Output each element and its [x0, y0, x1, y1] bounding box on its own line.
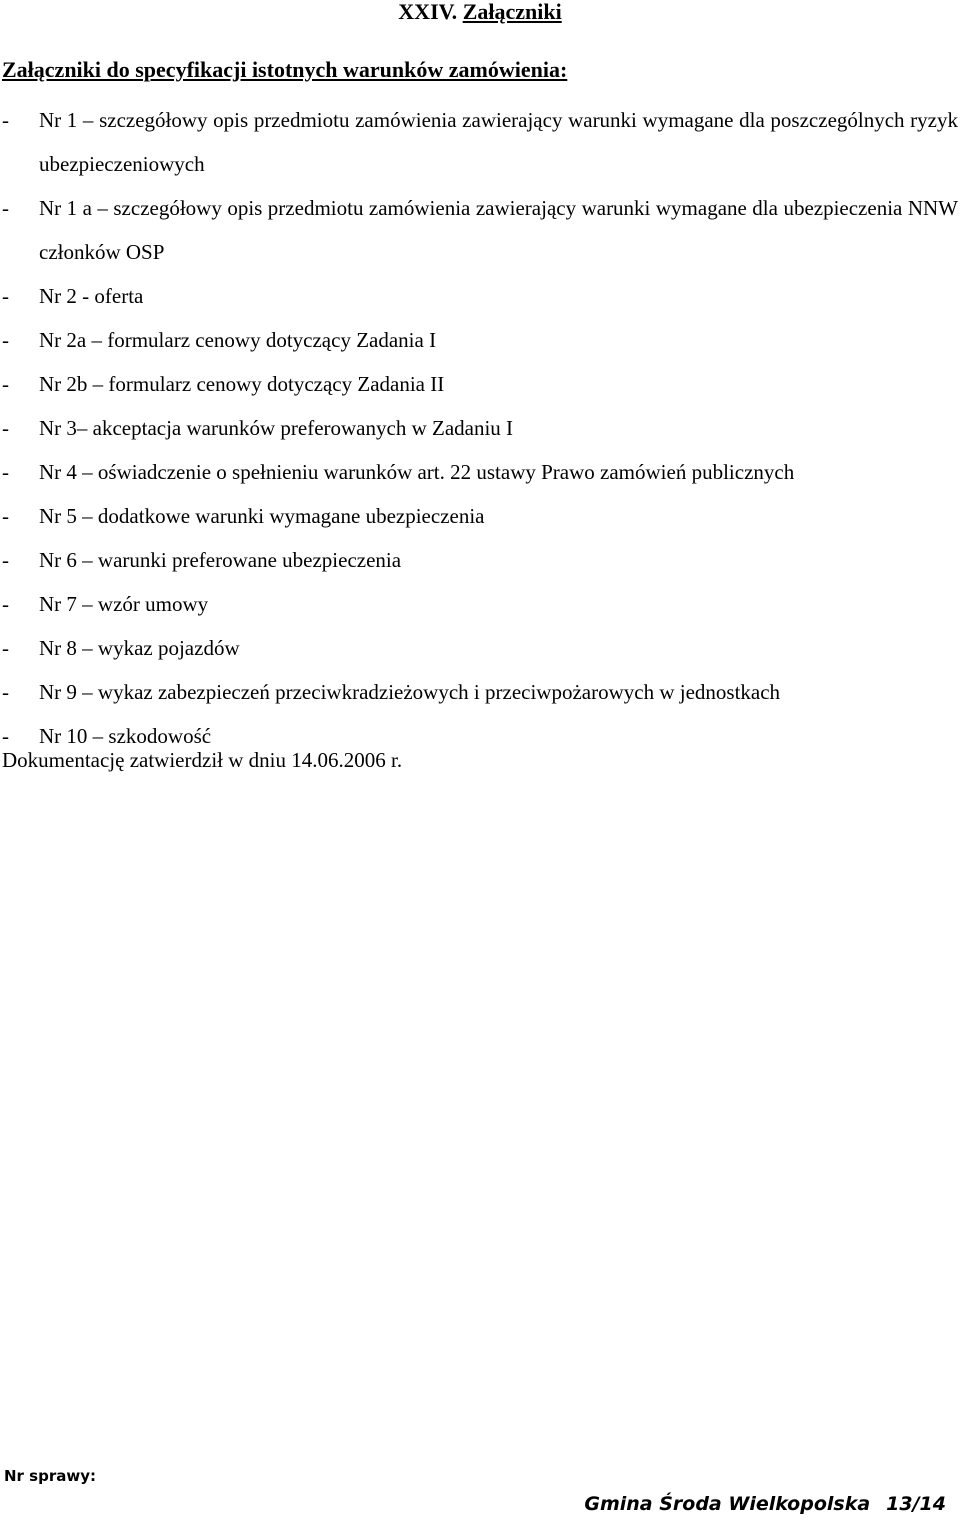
list-marker: -	[2, 548, 9, 572]
list-item	[0, 582, 958, 626]
list-item-text: Nr 1 – szczegółowy opis przedmiotu zamówienia zawierający warunki wymagane dla poszczególnych ryzyk ubezpieczeniowych	[39, 108, 958, 176]
list-item-text: Nr 4 – oświadczenie o spełnieniu warunków art. 22 ustawy Prawo zamówień publicznych	[39, 460, 795, 484]
approval-statement: Dokumentację zatwierdził w dniu 14.06.2006 r.	[2, 748, 403, 772]
list-item-text: Nr 8 – wykaz pojazdów	[39, 636, 240, 660]
list-item-text: Nr 3– akceptacja warunków preferowanych w Zadaniu I	[39, 416, 514, 440]
list-marker: -	[2, 636, 9, 660]
list-marker: -	[2, 592, 9, 616]
list-marker: -	[2, 460, 9, 484]
list-marker: -	[2, 680, 9, 704]
list-item	[0, 318, 958, 362]
list-marker: -	[2, 328, 9, 352]
section-heading	[0, 0, 960, 26]
list-marker: -	[2, 372, 9, 396]
list-item-text: Nr 2a – formularz cenowy dotyczący Zadania I	[39, 328, 437, 352]
list-item	[0, 98, 958, 186]
list-item	[0, 406, 958, 450]
list-marker: -	[2, 284, 9, 308]
list-item-text: Nr 6 – warunki preferowane ubezpieczenia	[39, 548, 402, 572]
list-item	[0, 186, 958, 274]
section-number: XXIV.	[398, 0, 458, 24]
attachments-subheading: Załączniki do specyfikacji istotnych warunków zamówienia:	[2, 57, 568, 82]
list-item	[0, 538, 958, 582]
list-item-text: Nr 1 a – szczegółowy opis przedmiotu zamówienia zawierający warunki wymagane dla ubezpieczenia NNW członków OSP	[39, 196, 958, 264]
list-marker: -	[2, 504, 9, 528]
footer-municipality: Gmina Środa Wielkopolska	[584, 1493, 871, 1515]
footer-right	[584, 1491, 946, 1517]
list-item	[0, 626, 958, 670]
list-item	[0, 670, 958, 714]
list-item-text: Nr 2 - oferta	[39, 284, 144, 308]
page-number: 13/14	[886, 1493, 946, 1515]
list-marker: -	[2, 196, 9, 220]
list-marker: -	[2, 724, 9, 748]
list-item-text: Nr 9 – wykaz zabezpieczeń przeciwkradzieżowych i przeciwpożarowych w jednostkach	[39, 680, 781, 704]
list-marker: -	[2, 108, 9, 132]
list-item	[0, 274, 958, 318]
list-marker: -	[2, 416, 9, 440]
list-item-text: Nr 5 – dodatkowe warunki wymagane ubezpieczenia	[39, 504, 485, 528]
list-item	[0, 494, 958, 538]
section-title: Załączniki	[462, 0, 562, 24]
list-item-text: Nr 7 – wzór umowy	[39, 592, 209, 616]
list-item	[0, 362, 958, 406]
attachments-list	[0, 98, 958, 758]
footer-case-number-label: Nr sprawy:	[4, 1467, 96, 1485]
list-item-text: Nr 2b – formularz cenowy dotyczący Zadania II	[39, 372, 445, 396]
list-item-text: Nr 10 – szkodowość	[39, 724, 212, 748]
list-item	[0, 450, 958, 494]
